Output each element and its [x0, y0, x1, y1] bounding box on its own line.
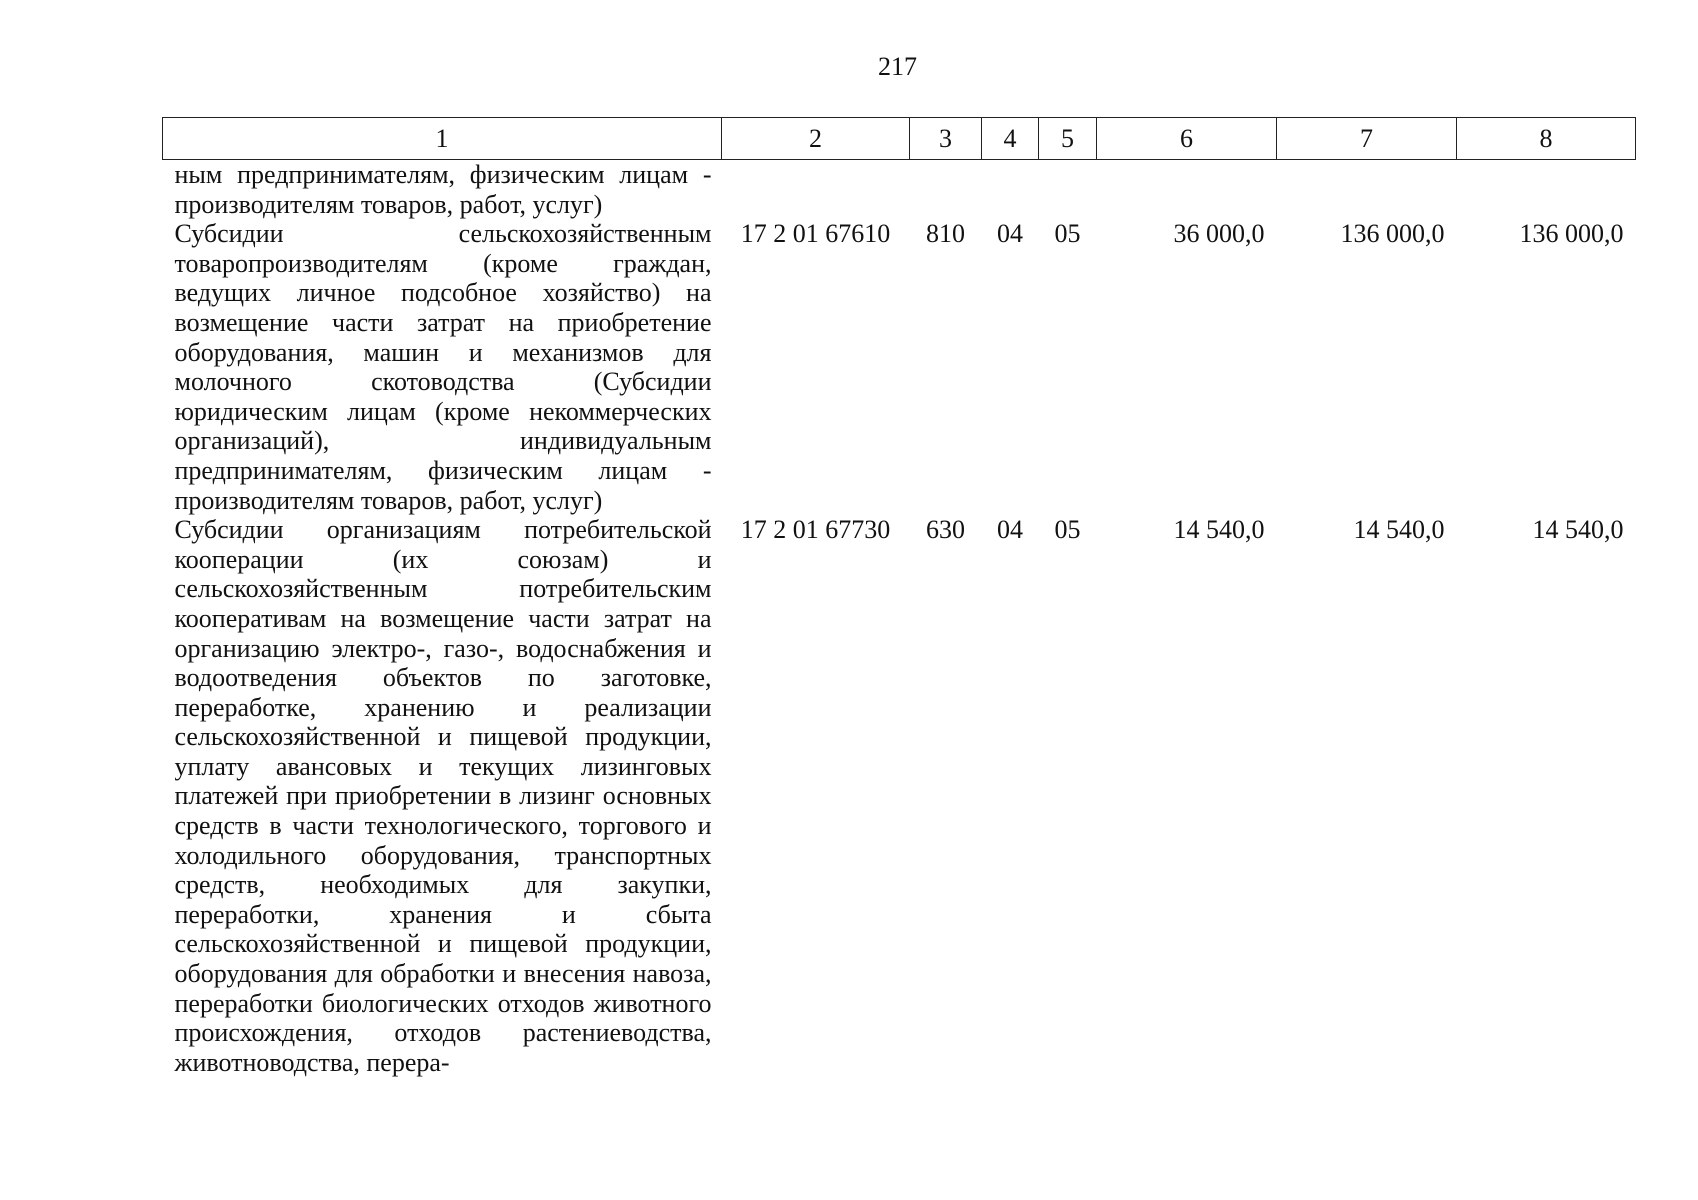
row-subsection: 05 — [1054, 515, 1081, 545]
column-header-8: 8 — [1457, 118, 1636, 160]
row-target-code: 17 2 01 67610 — [740, 219, 891, 249]
column-header-6: 6 — [1097, 118, 1277, 160]
budget-table — [162, 117, 1636, 1077]
row-target-code — [722, 160, 910, 220]
table-row — [163, 160, 1636, 220]
row-description: ным предпринимателям, физическим лицам - производителям товаров, работ, услуг) — [174, 160, 712, 219]
row-expense-type — [910, 160, 982, 220]
row-value-8: 136 000,0 — [1519, 219, 1624, 249]
row-section: 04 — [997, 219, 1023, 249]
row-value-6: 14 540,0 — [1173, 515, 1265, 545]
row-section: 04 — [997, 515, 1023, 545]
row-subsection — [1039, 160, 1097, 220]
table-row — [163, 219, 1636, 515]
column-header-1: 1 — [163, 118, 722, 160]
row-target-code: 17 2 01 67730 — [740, 515, 891, 545]
row-value-6 — [1097, 160, 1277, 220]
row-section — [982, 160, 1039, 220]
row-expense-type: 810 — [926, 219, 965, 249]
row-value-8 — [1457, 160, 1636, 220]
table-row — [163, 515, 1636, 1077]
row-value-7 — [1277, 160, 1457, 220]
row-subsection: 05 — [1054, 219, 1081, 249]
column-header-4: 4 — [982, 118, 1039, 160]
row-description: Субсидии организациям потребительской кооперации (их союзам) и сельскохозяйственным потребительским кооперативам на возмещение части затрат на организацию электро-, газо-, водоснабжения и водоотведения объектов по заготовке, переработке, хранению и реализации сельскохозяйственной и пищевой продукции, уплату авансовых и текущих лизинговых платежей при приобретении в лизинг основных средств в части технологического, торгового и холодильного оборудования, транспортных средств, необходимых для закупки, переработки, хранения и сбыта сельскохозяйственной и пищевой продукции, оборудования для обработки и внесения навоза, переработки биологических отходов животного происхождения, отходов растениеводства, животноводства, перера- — [174, 515, 712, 1077]
row-expense-type: 630 — [926, 515, 965, 545]
column-header-5: 5 — [1039, 118, 1097, 160]
column-header-2: 2 — [722, 118, 910, 160]
column-header-3: 3 — [910, 118, 982, 160]
row-value-6: 36 000,0 — [1173, 219, 1265, 249]
row-description: Субсидии сельскохозяйственным товаропроизводителям (кроме граждан, ведущих личное подсобное хозяйство) на возмещение части затрат на приобретение оборудования, машин и механизмов для молочного скотоводства (Субсидии юридическим лицам (кроме некоммерческих организаций), индивидуальным предпринимателям, физическим лицам - производителям товаров, работ, услуг) — [174, 219, 712, 515]
page-number: 217 — [878, 52, 917, 81]
table-header-row — [163, 118, 1636, 160]
row-value-7: 136 000,0 — [1340, 219, 1445, 249]
column-header-7: 7 — [1277, 118, 1457, 160]
row-value-8: 14 540,0 — [1532, 515, 1624, 545]
row-value-7: 14 540,0 — [1353, 515, 1445, 545]
